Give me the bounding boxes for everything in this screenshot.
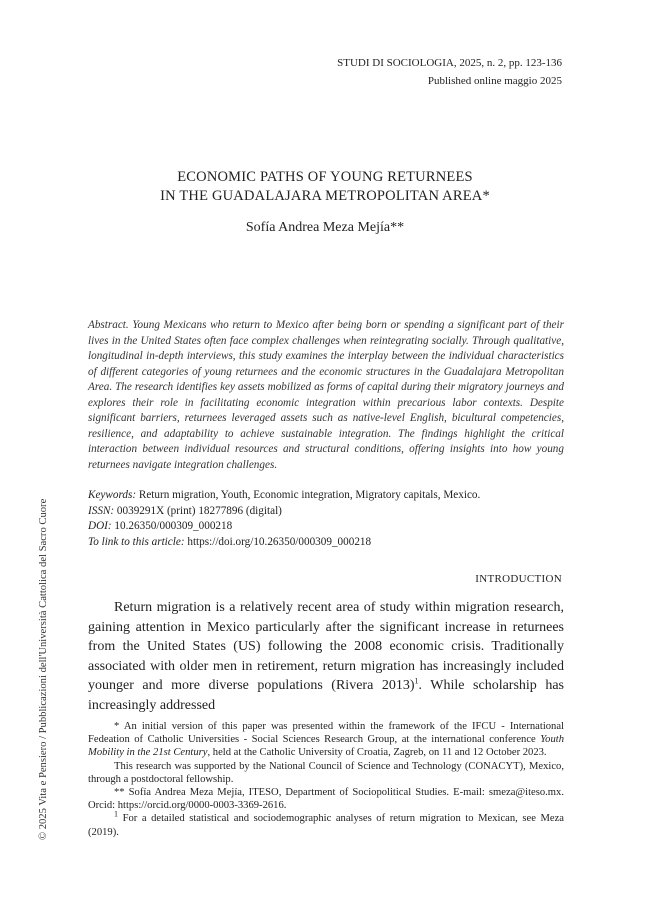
keywords-value: Return migration, Youth, Economic integration, Migratory capitals, Mexico. (138, 489, 481, 501)
title-block (0, 168, 650, 236)
issn-line (88, 504, 564, 520)
journal-citation: STUDI DI SOCIOLOGIA, 2025, n. 2, pp. 123-136 (337, 57, 562, 69)
title-line-2: IN THE GUADALAJARA METROPOLITAN AREA* (160, 188, 490, 204)
doi-line (88, 519, 564, 535)
footnote-star-text-a: * An initial version of this paper was presented within the framework of the IFCU - International Fedeation of Catholic Universities - Social Sciences Research Group, at the international conference (88, 721, 564, 746)
copyright-sidebar: © 2025 Vita e Pensiero / Pubblicazioni dell'Università Cattolica del Sacro Cuore (38, 498, 49, 840)
doi-value: 10.26350/000309_000218 (114, 520, 233, 532)
link-line (88, 535, 564, 551)
footnote-1-text: For a detailed statistical and sociodemographic analyses of return migration to Mexican, see Meza (2019). (88, 813, 564, 838)
footnote-funding: This research was supported by the National Council of Science and Technology (CONACYT), Mexico, through a postdoctoral fellowship. (88, 760, 564, 785)
footnote-ref-1[interactable]: 1 (414, 676, 419, 686)
article-metadata (88, 488, 564, 550)
abstract (88, 318, 564, 473)
article-link[interactable]: https://doi.org/10.26350/000309_000218 (187, 535, 372, 548)
footnote-author: ** Sofía Andrea Meza Mejía, ITESO, Department of Sociopolitical Studies. E-mail: smeza@iteso.mx. Orcid: https://orcid.org/0000-0003-3369-2616. (88, 787, 564, 812)
doi-label: DOI: (88, 520, 112, 532)
footnote-star-text-b: , held at the Catholic University of Croatia, Zagreb, on 11 and 12 October 2023. (207, 747, 547, 759)
footnote-1-marker: 1 (114, 809, 118, 819)
journal-header (337, 54, 562, 90)
paper-title (0, 168, 650, 206)
intro-text-start: Return migration is a relatively recent area of study within migration research, gaining attention in Mexico particularly after the significant increase in returnees from the United States (US) following the 2008 economic crisis. Traditionally associated with older men in retirement, return migration has increasingly included younger and more diverse populations (Rivera 2013) (88, 600, 564, 693)
body-text (88, 598, 564, 715)
footnote-1 (88, 809, 564, 838)
issn-label: ISSN: (88, 504, 115, 517)
keywords-line (88, 488, 564, 504)
issn-value: 0039291X (print) 18277896 (digital) (116, 504, 282, 517)
title-line-1: ECONOMIC PATHS OF YOUNG RETURNEES (177, 169, 473, 185)
author-name: Sofía Andrea Meza Mejía** (245, 220, 405, 235)
intro-text-end: . While scholarship has increasingly addressed (88, 678, 564, 713)
published-date: Published online maggio 2025 (427, 75, 562, 87)
keywords-label: Keywords: (88, 489, 137, 501)
conference-title: Youth Mobility in the 21st Century (88, 734, 564, 759)
link-label: To link to this article: (88, 535, 185, 548)
abstract-text: Abstract. Young Mexicans who return to Mexico after being born or spending a significant part of their lives in the United States often face complex challenges when reintegrating socially. Through qualitative, longitudinal in-depth interviews, this study examines the interplay between the individual characteristics of different categories of young returnees and the economic structures in the Guadalajara Metropolitan Area. The research identifies key assets mobilized as forms of capital during their migratory journeys and explores their role in facilitating economic integration within precarious labor contexts. Despite significant barriers, returnees leveraged assets such as native-level English, bicultural competencies, resilience, and adaptability to achieve sustainable integration. The findings highlight the critical interaction between individual resources and structural conditions, offering insights into how young returnees navigate integration challenges. (88, 319, 564, 471)
footnote-star (88, 720, 564, 760)
section-heading: INTRODUCTION (475, 573, 562, 585)
footnotes (88, 720, 564, 839)
intro-paragraph (88, 598, 564, 715)
